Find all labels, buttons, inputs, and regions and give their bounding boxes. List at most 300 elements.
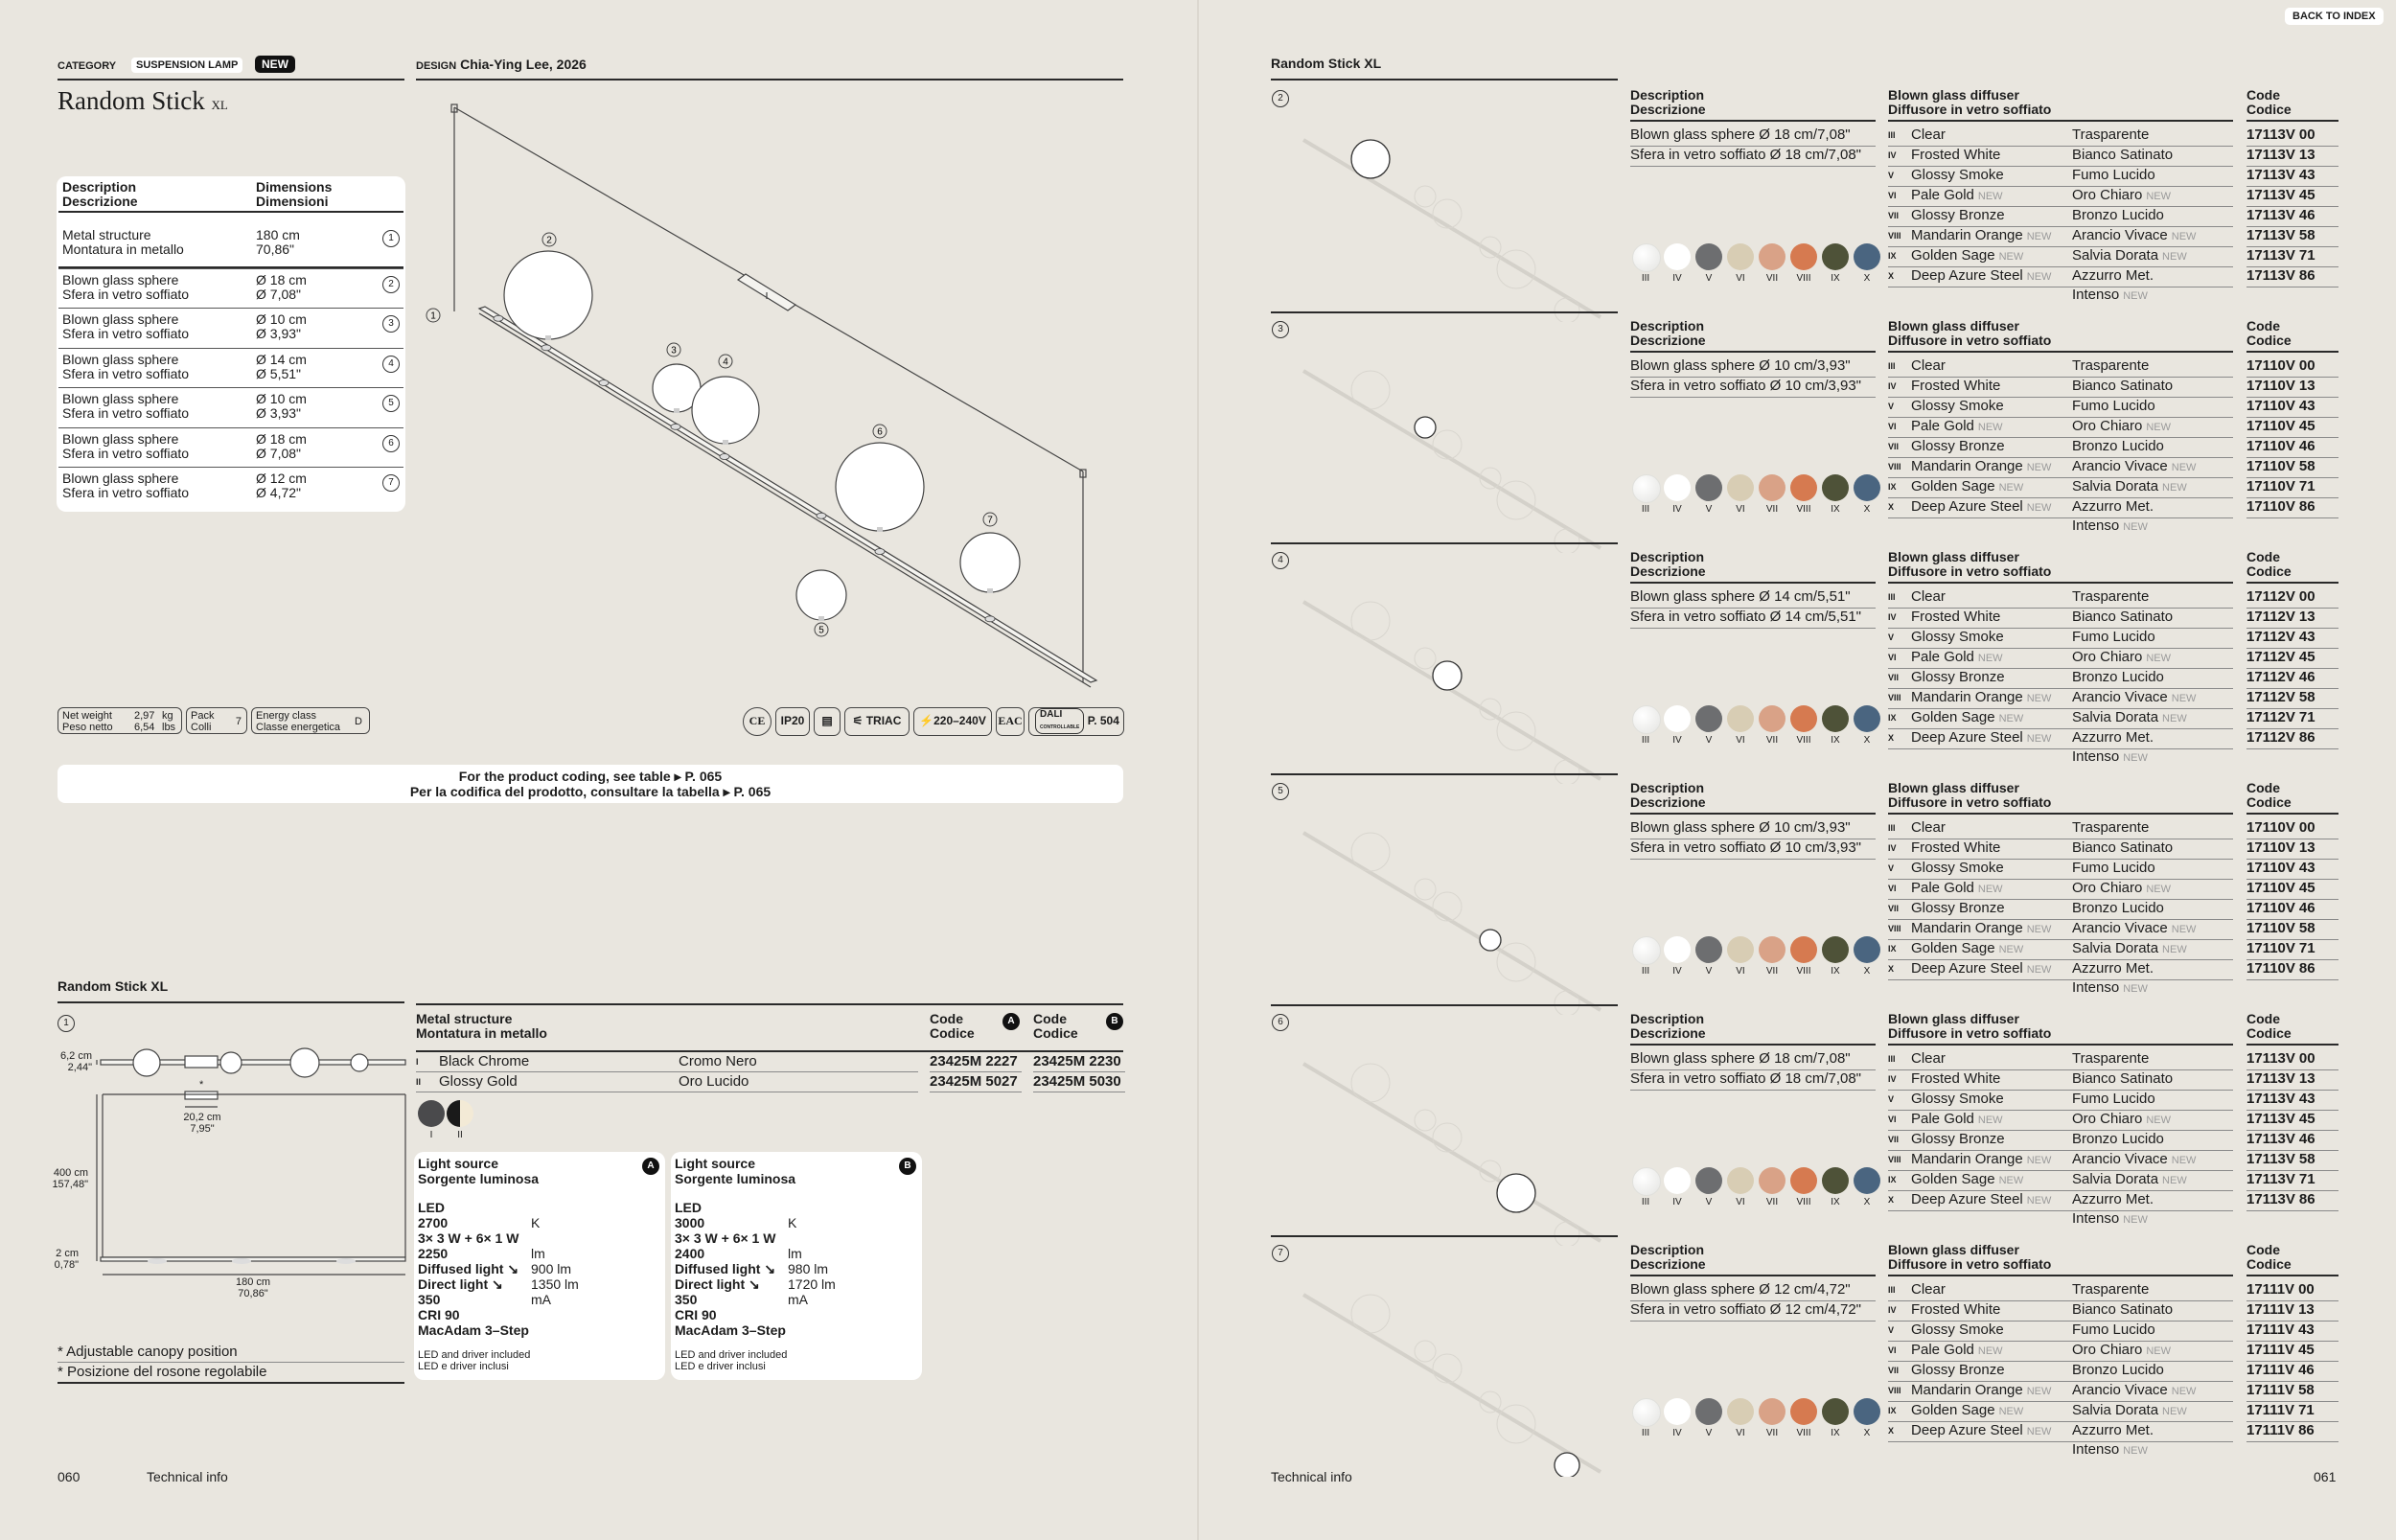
dim-row-desc (62, 471, 189, 500)
finish-row-it-text: Oro Chiaro (2072, 880, 2143, 896)
section-code-head (2246, 1012, 2292, 1041)
finish-row-it-text: Fumo Lucido (2072, 1322, 2155, 1338)
finish-row-numeral: VIII (1888, 924, 1901, 933)
finish-new-tag: NEW (2146, 422, 2172, 433)
finish-code-suffix: 58 (2298, 1382, 2315, 1398)
dim-row (58, 268, 403, 310)
dim-row-value-cm: Ø 14 cm (256, 351, 307, 367)
page-number-left: 060 (58, 1469, 81, 1484)
code-head-rule (2246, 1275, 2338, 1276)
finish-swatch (1664, 936, 1691, 963)
product-title-suffix: xl (211, 94, 228, 114)
finish-swatch (1790, 1398, 1817, 1425)
dim-row-value-in: Ø 7,08" (256, 286, 301, 302)
finish-swatch-label: IV (1672, 735, 1682, 746)
finish-row-en (1911, 608, 2000, 627)
included-it: LED e driver inclusi (418, 1361, 509, 1372)
finish-row-en (1911, 1190, 2051, 1210)
energy-label-it: Classe energetica (256, 722, 341, 733)
finish-code-suffix: 00 (2298, 1281, 2315, 1298)
ghost-sphere (1415, 1341, 1436, 1362)
section-diffuser-head (1888, 319, 2051, 348)
section-diffuser-head-it: Diffusore in vetro soffiato (1888, 794, 2052, 810)
finish-row-en (1911, 668, 2005, 687)
finish-code-suffix: 71 (2298, 709, 2315, 725)
finish-row-en (1911, 226, 2051, 246)
section-desc-it: Sfera in vetro soffiato Ø 18 cm/7,08" (1630, 146, 1876, 167)
dim-row-value-in: Ø 5,51" (256, 365, 301, 381)
finish-code-suffix: 43 (2298, 1322, 2315, 1338)
finish-code-suffix: 13 (2298, 609, 2315, 625)
finish-row-en (1911, 1170, 2023, 1190)
finish-code (2246, 818, 2338, 839)
finish-code-suffix: 43 (2298, 1091, 2315, 1107)
spec-label: MacAdam 3–Step (675, 1322, 786, 1338)
struct-dim-2-cm: 2 cm (56, 1248, 79, 1259)
design-credit (416, 57, 587, 72)
finish-row-it-text: Fumo Lucido (2072, 167, 2155, 183)
finish-new-tag: NEW (2146, 1345, 2172, 1357)
section-diffuser-head-it: Diffusore in vetro soffiato (1888, 333, 2052, 348)
finish-code-prefix: 17112V (2246, 729, 2295, 746)
section-code-head-it: Codice (2246, 794, 2292, 810)
drawing-callout-number: 2 (546, 235, 552, 246)
pack-label (191, 710, 214, 733)
finish-row-en (1911, 397, 2004, 416)
spec-line (675, 1200, 914, 1215)
finish-row-numeral: X (1888, 271, 1895, 281)
finish-row-en (1911, 1090, 2004, 1109)
finish-code-prefix: 17111V (2246, 1422, 2295, 1438)
finish-row-en (1911, 859, 2004, 878)
drawing-callout-number: 7 (987, 515, 993, 526)
finish-code-suffix: 58 (2298, 1151, 2315, 1167)
finish-new-tag: NEW (1977, 191, 2003, 202)
finish-code-prefix: 17113V (2246, 1050, 2295, 1067)
finish-code-prefix: 17113V (2246, 1151, 2295, 1167)
section-desc-en: Blown glass sphere Ø 10 cm/3,93" (1630, 818, 1876, 839)
finish-row-it (2072, 818, 2149, 838)
section-rule-left (1271, 1235, 1618, 1237)
finish-new-tag: NEW (1998, 1406, 2024, 1417)
finish-swatch (1790, 705, 1817, 732)
finish-new-tag: NEW (1998, 482, 2024, 494)
finish-row-it-text: Bronzo Lucido (2072, 438, 2164, 454)
ghost-sphere (1415, 648, 1436, 669)
finish-row-en-text: Glossy Bronze (1911, 669, 2005, 685)
dim-row (58, 467, 403, 508)
spec-label: 2400 (675, 1246, 705, 1261)
finish-new-tag: NEW (2162, 1406, 2187, 1417)
finish-new-tag: NEW (2171, 693, 2197, 704)
light-source-specs (675, 1200, 914, 1338)
pack-badge (186, 707, 247, 734)
finish-row-en (1911, 899, 2005, 918)
section-desc-en: Blown glass sphere Ø 12 cm/4,72" (1630, 1280, 1876, 1301)
finish-new-tag: NEW (2162, 251, 2187, 263)
light-source-head-en: Light source (418, 1156, 499, 1171)
dim-row (58, 348, 403, 389)
struct-dim-2-in: 0,78" (54, 1259, 79, 1271)
ghost-sphere (1497, 1405, 1535, 1443)
code-b-circle: B (1106, 1013, 1123, 1030)
back-to-index-button[interactable]: BACK TO INDEX (2285, 8, 2384, 25)
footer-label-left: Technical info (147, 1469, 228, 1484)
category-rule (58, 79, 404, 80)
ghost-sphere (1351, 602, 1390, 640)
finish-code (2246, 186, 2338, 207)
section-desc-it: Sfera in vetro soffiato Ø 10 cm/3,93" (1630, 377, 1876, 398)
section-stick (1303, 833, 1601, 1010)
dim-head-desc (62, 180, 138, 209)
finish-code-prefix: 17110V (2246, 357, 2295, 374)
finish-new-tag: NEW (1977, 653, 2003, 664)
finish-row-en-text: Mandarin Orange (1911, 689, 2023, 705)
finish-code-prefix: 17110V (2246, 880, 2295, 896)
section-diffuser-head-it: Diffusore in vetro soffiato (1888, 563, 2052, 579)
spec-label: Direct light ↘ (418, 1276, 503, 1292)
light-source-included (675, 1349, 787, 1372)
finish-row-it (2072, 457, 2196, 477)
section-desc-it: Sfera in vetro soffiato Ø 14 cm/5,51" (1630, 608, 1876, 629)
finish-swatch (1759, 705, 1785, 732)
struct-swatch-black-chrome (418, 1100, 445, 1127)
dim-row-desc (62, 273, 189, 302)
finish-code-prefix: 17110V (2246, 418, 2295, 434)
finish-code-prefix: 17112V (2246, 709, 2295, 725)
finish-swatch-label: X (1863, 1428, 1871, 1438)
finish-row-en-text: Glossy Bronze (1911, 900, 2005, 916)
finish-row-en-text: Pale Gold (1911, 418, 1974, 434)
ghost-sphere (1351, 833, 1390, 871)
finish-row (1888, 648, 2233, 669)
finish-row-it (2072, 1069, 2173, 1089)
finish-code (2246, 728, 2338, 749)
finish-code-prefix: 17113V (2246, 167, 2295, 183)
finish-code-suffix: 58 (2298, 458, 2315, 474)
finish-swatch-label: III (1641, 966, 1650, 977)
finish-code-suffix: 86 (2298, 960, 2315, 977)
dim-row-number: 4 (382, 356, 400, 373)
dim-row-number: 2 (382, 276, 400, 293)
finish-code-suffix: 13 (2298, 1070, 2315, 1087)
finish-row-it-text: Arancio Vivace (2072, 1382, 2168, 1398)
section-diffuser-head (1888, 781, 2051, 810)
finish-row-it (2072, 608, 2173, 627)
finish-row-numeral: VII (1888, 1135, 1900, 1144)
finish-row-en (1911, 839, 2000, 858)
finish-new-tag: NEW (2162, 944, 2187, 955)
finish-new-tag: NEW (2026, 462, 2052, 473)
finish-row-it (2072, 1150, 2196, 1170)
finish-code-suffix: 13 (2298, 378, 2315, 394)
ghost-sphere (1497, 250, 1535, 288)
finish-row-en (1911, 688, 2051, 708)
dim-row-value (256, 353, 307, 381)
finish-new-tag: NEW (2026, 693, 2052, 704)
ghost-sphere (1555, 1222, 1579, 1246)
finish-code-prefix: 17113V (2246, 187, 2295, 203)
voltage-icon: ⚡220–240V (913, 707, 992, 736)
dim-row-desc-it: Montatura in metallo (62, 241, 184, 257)
finish-code-suffix: 86 (2298, 1191, 2315, 1207)
finish-row-it-text: Bianco Satinato (2072, 147, 2174, 163)
ghost-sphere (1351, 1064, 1390, 1102)
included-en: LED and driver included (418, 1349, 531, 1361)
finish-row-numeral: VIII (1888, 693, 1901, 702)
finish-row-en (1911, 1341, 2003, 1361)
finish-row-it-text: Bronzo Lucido (2072, 207, 2164, 223)
finish-swatch (1727, 474, 1754, 501)
dim-row-number: 5 (382, 395, 400, 412)
dim-head-desc-it: Descrizione (62, 194, 138, 209)
finish-row (1888, 688, 2233, 709)
dim-row-value-in: 70,86" (256, 241, 295, 257)
finish-row-en-text: Deep Azure Steel (1911, 1191, 2023, 1207)
struct-dim-180-in: 70,86" (238, 1288, 268, 1299)
finish-row-en (1911, 1421, 2051, 1441)
section-number: 2 (1272, 90, 1289, 107)
finish-row-en (1911, 1361, 2005, 1380)
dim-row-desc-en: Metal structure (62, 227, 151, 242)
section-stick (1303, 1064, 1601, 1241)
finish-new-tag: NEW (2146, 884, 2172, 895)
finish-code (2246, 166, 2338, 187)
finish-row-numeral: VII (1888, 442, 1900, 451)
finish-swatch (1727, 936, 1754, 963)
pack-value: 7 (235, 716, 242, 727)
spec-value: 1720 lm (788, 1276, 836, 1292)
section-desc-head-it: Descrizione (1630, 563, 1706, 579)
dim-row-value-cm: Ø 18 cm (256, 271, 307, 287)
finish-swatch (1727, 1167, 1754, 1194)
section-code-head-en: Code (2246, 1242, 2280, 1257)
dim-row-value-cm: Ø 10 cm (256, 311, 307, 327)
finish-code (2246, 126, 2338, 147)
struct-head-rule (416, 1003, 1123, 1005)
note-it: * Posizione del rosone regolabile (58, 1363, 404, 1384)
section-diffuser-head-en: Blown glass diffuser (1888, 318, 2019, 333)
finish-swatch-label: VI (1736, 1197, 1745, 1207)
finish-code-suffix: 00 (2298, 588, 2315, 605)
section-diffuser-head (1888, 1243, 2051, 1272)
struct-head (416, 1012, 547, 1041)
drawing-callout-number: 1 (430, 310, 436, 322)
finish-row-it (2072, 1321, 2155, 1340)
finish-row (1888, 126, 2233, 147)
finish-row-en (1911, 628, 2004, 647)
finish-new-tag: NEW (1998, 251, 2024, 263)
finish-row-it (2072, 859, 2155, 878)
dim-row-desc-it: Sfera in vetro soffiato (62, 286, 190, 302)
dim-row-number: 3 (382, 315, 400, 333)
struct-code-b: 23425M 5030 (1033, 1072, 1125, 1092)
finish-code-suffix: 58 (2298, 920, 2315, 936)
ghost-sphere (1555, 760, 1579, 784)
structure-notes (58, 1343, 404, 1384)
finish-code (2246, 266, 2338, 287)
finish-row (1888, 1190, 2233, 1227)
finish-row-en (1911, 477, 2023, 497)
ghost-sphere (1415, 879, 1436, 900)
spec-line (675, 1261, 914, 1276)
net-weight-badge (58, 707, 182, 734)
section-code-head (2246, 550, 2292, 579)
finish-row-en (1911, 1401, 2023, 1421)
finish-new-tag: NEW (2123, 290, 2148, 302)
spec-label: Direct light ↘ (675, 1276, 760, 1292)
light-source-head (418, 1156, 539, 1186)
finish-swatch-label: V (1705, 1428, 1713, 1438)
section-diffuser-head (1888, 550, 2051, 579)
spec-label: 350 (675, 1292, 698, 1307)
spec-label: 350 (418, 1292, 441, 1307)
finish-row-en (1911, 126, 1946, 145)
struct-dim-20-2 (182, 1112, 222, 1135)
section-code-head-it: Codice (2246, 1256, 2292, 1272)
finish-code-suffix: 13 (2298, 1301, 2315, 1318)
dim-row-value-cm: Ø 10 cm (256, 391, 307, 406)
finish-new-tag: NEW (2026, 733, 2052, 745)
finish-code (2246, 397, 2338, 418)
finish-row-it (2072, 437, 2164, 456)
finish-row-it (2072, 688, 2196, 708)
finish-row-en-text: Deep Azure Steel (1911, 267, 2023, 284)
spec-label: LED (418, 1200, 445, 1215)
section-diffuser-head-en: Blown glass diffuser (1888, 87, 2019, 103)
spec-label: 2250 (418, 1246, 449, 1261)
finish-row-it-text: Bronzo Lucido (2072, 1362, 2164, 1378)
finish-row-en-text: Deep Azure Steel (1911, 1422, 2023, 1438)
finish-swatch (1854, 1398, 1880, 1425)
section-diffuser-head (1888, 1012, 2051, 1041)
finish-code (2246, 688, 2338, 709)
finish-row-en-text: Pale Gold (1911, 1111, 1974, 1127)
finish-row-numeral: VII (1888, 1366, 1900, 1375)
stick-pin (494, 315, 503, 321)
spec-line (418, 1276, 657, 1292)
code-b-head-en: Code (1033, 1011, 1067, 1026)
finish-row-en-text: Glossy Smoke (1911, 1091, 2004, 1107)
finish-new-tag: NEW (2171, 462, 2197, 473)
finish-new-tag: NEW (1998, 1175, 2024, 1186)
section-desc-head-it: Descrizione (1630, 1256, 1706, 1272)
finish-swatch-label: X (1863, 504, 1871, 515)
struct-dim-400-in: 157,48" (52, 1179, 88, 1190)
finish-row-numeral: VI (1888, 653, 1897, 662)
finish-row-it-text: Arancio Vivace (2072, 458, 2168, 474)
finish-row-en (1911, 708, 2023, 728)
finish-row-numeral: III (1888, 592, 1896, 602)
finish-code (2246, 1069, 2338, 1091)
finish-code-prefix: 17113V (2246, 1131, 2295, 1147)
finish-swatch (1759, 936, 1785, 963)
finish-code-suffix: 46 (2298, 438, 2315, 454)
finish-swatch-label: VII (1765, 1428, 1779, 1438)
finish-row-en-text: Pale Gold (1911, 1342, 1974, 1358)
finish-row-it (2072, 919, 2196, 939)
finish-row-numeral: IV (1888, 843, 1897, 853)
finish-row (1888, 1170, 2233, 1191)
section-code-head-en: Code (2246, 1011, 2280, 1026)
dali-logo (1035, 708, 1084, 734)
energy-label (256, 710, 340, 733)
code-head-rule (2246, 120, 2338, 122)
section-number: 3 (1272, 321, 1289, 338)
finish-code (2246, 668, 2338, 689)
finish-row (1888, 497, 2233, 534)
struct-canopy-asterisk: * (199, 1079, 204, 1091)
weight-v2: 6,54 (134, 722, 155, 733)
section-desc-en: Blown glass sphere Ø 18 cm/7,08" (1630, 1049, 1876, 1070)
finish-code-suffix: 86 (2298, 729, 2315, 746)
finish-code (2246, 879, 2338, 900)
finish-row-en (1911, 1069, 2000, 1089)
ce-mark-text: CE (749, 714, 766, 727)
finish-code-suffix: 86 (2298, 267, 2315, 284)
finish-row-it-text: Arancio Vivace (2072, 920, 2168, 936)
finish-code (2246, 146, 2338, 167)
dim-row-value (256, 312, 307, 341)
finish-swatch-label: IX (1831, 1428, 1840, 1438)
dim-row-value (256, 228, 300, 257)
finish-code (2246, 919, 2338, 940)
page-spine (1197, 0, 1199, 1540)
finish-row (1888, 839, 2233, 860)
finish-code (2246, 1170, 2338, 1191)
finish-row-numeral: VII (1888, 211, 1900, 220)
finish-swatch-label: III (1641, 735, 1650, 746)
finish-row-it-text: Fumo Lucido (2072, 860, 2155, 876)
dim-row (58, 387, 403, 428)
section-desc-head (1630, 1012, 1706, 1041)
finish-new-tag: NEW (1998, 713, 2024, 724)
finish-new-tag: NEW (2123, 1214, 2148, 1226)
finish-code (2246, 1341, 2338, 1362)
finish-swatch (1632, 936, 1661, 965)
finish-row-it (2072, 879, 2171, 899)
finish-swatch-label: III (1641, 504, 1650, 515)
section-code-head-en: Code (2246, 87, 2280, 103)
finish-swatch (1664, 474, 1691, 501)
finish-row-en-text: Glossy Smoke (1911, 167, 2004, 183)
finish-row-numeral: III (1888, 361, 1896, 371)
energy-value: D (355, 716, 362, 727)
sphere-socket (818, 616, 824, 621)
section-desc-en: Blown glass sphere Ø 10 cm/3,93" (1630, 356, 1876, 378)
finish-swatch-label: VIII (1796, 1197, 1811, 1207)
stick-pin (875, 549, 885, 555)
section-desc-head (1630, 319, 1706, 348)
spec-line (675, 1215, 914, 1230)
finish-row-en-text: Clear (1911, 588, 1946, 605)
drawing-callout-number: 5 (818, 625, 824, 636)
finish-row-numeral: IX (1888, 944, 1897, 954)
finish-swatch-label: IV (1672, 966, 1682, 977)
finish-row-en (1911, 1321, 2004, 1340)
struct-swatch-label-1: I (429, 1130, 433, 1140)
finish-row-it (2072, 377, 2173, 396)
ghost-sphere (1351, 1295, 1390, 1333)
finish-new-tag: NEW (1977, 1115, 2003, 1126)
finish-swatch (1854, 474, 1880, 501)
weight-label (62, 710, 113, 733)
finish-swatch-label: IX (1831, 273, 1840, 284)
finish-code (2246, 497, 2338, 518)
finish-row-it-text: Trasparente (2072, 357, 2150, 374)
struct-code-a: 23425M 2227 (930, 1052, 1022, 1072)
highlighted-sphere (1433, 661, 1462, 690)
